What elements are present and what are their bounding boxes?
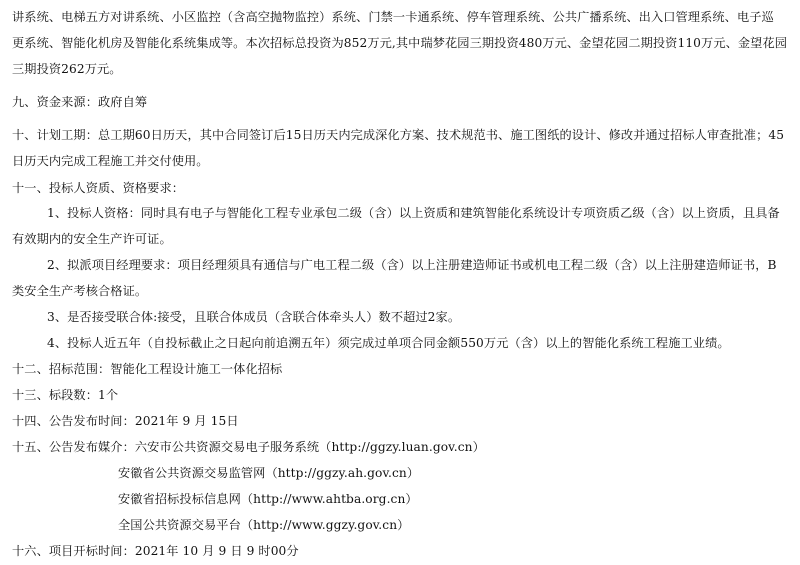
section-nine: 九、资金来源：政府自筹 <box>12 95 148 109</box>
media-line: 全国公共资源交易平台（http://www.ggzy.gov.cn） <box>118 518 410 532</box>
text-line: 更系统、智能化机房及智能化系统集成等。本次招标总投资为852万元,其中瑞梦花园三期投资480万元、金望花园二期投资110万元、金望花园 <box>12 36 788 50</box>
media-line: 安徽省公共资源交易监管网（http://ggzy.ah.gov.cn） <box>118 466 420 480</box>
section-ten: 十、计划工期：总工期60日历天，其中合同签订后15日历天内完成深化方案、技术规范书、施工图纸的设计、修改并通过招标人审查批准；45 <box>12 128 785 142</box>
requirement-2: 2、拟派项目经理要求：项目经理须具有通信与广电工程二级（含）以上注册建造师证书或机电工程二级（含）以上注册建造师证书，B <box>47 258 777 272</box>
requirement-1: 1、投标人资格：同时具有电子与智能化工程专业承包二级（含）以上资质和建筑智能化系统设计专项资质乙级（含）以上资质，且具备 <box>47 206 780 220</box>
text-line: 日历天内完成工程施工并交付使用。 <box>12 154 209 168</box>
section-thirteen: 十三、标段数：1个 <box>12 388 119 402</box>
section-sixteen: 十六、项目开标时间：2021年 10 月 9 日 9 时00分 <box>12 544 299 558</box>
text-line: 三期投资262万元。 <box>12 62 122 76</box>
requirement-3: 3、是否接受联合体:接受，且联合体成员（含联合体牵头人）数不超过2家。 <box>47 310 461 324</box>
section-twelve: 十二、招标范围：智能化工程设计施工一体化招标 <box>12 362 283 376</box>
text-line: 类安全生产考核合格证。 <box>12 284 148 298</box>
media-line: 安徽省招标投标信息网（http://www.ahtba.org.cn） <box>118 492 418 506</box>
section-fourteen: 十四、公告发布时间：2021年 9 月 15日 <box>12 414 239 428</box>
section-fifteen: 十五、公告发布媒介：六安市公共资源交易电子服务系统（http://ggzy.luan.gov.cn） <box>12 440 485 454</box>
requirement-4: 4、投标人近五年（自投标截止之日起向前追溯五年）须完成过单项合同金额550万元（含）以上的智能化系统工程施工业绩。 <box>47 336 730 350</box>
text-line: 有效期内的安全生产许可证。 <box>12 232 172 246</box>
text-line: 讲系统、电梯五方对讲系统、小区监控（含高空抛物监控）系统、门禁一卡通系统、停车管理系统、公共广播系统、出入口管理系统、电子巡 <box>12 10 774 24</box>
section-eleven: 十一、投标人资质、资格要求： <box>12 181 185 195</box>
